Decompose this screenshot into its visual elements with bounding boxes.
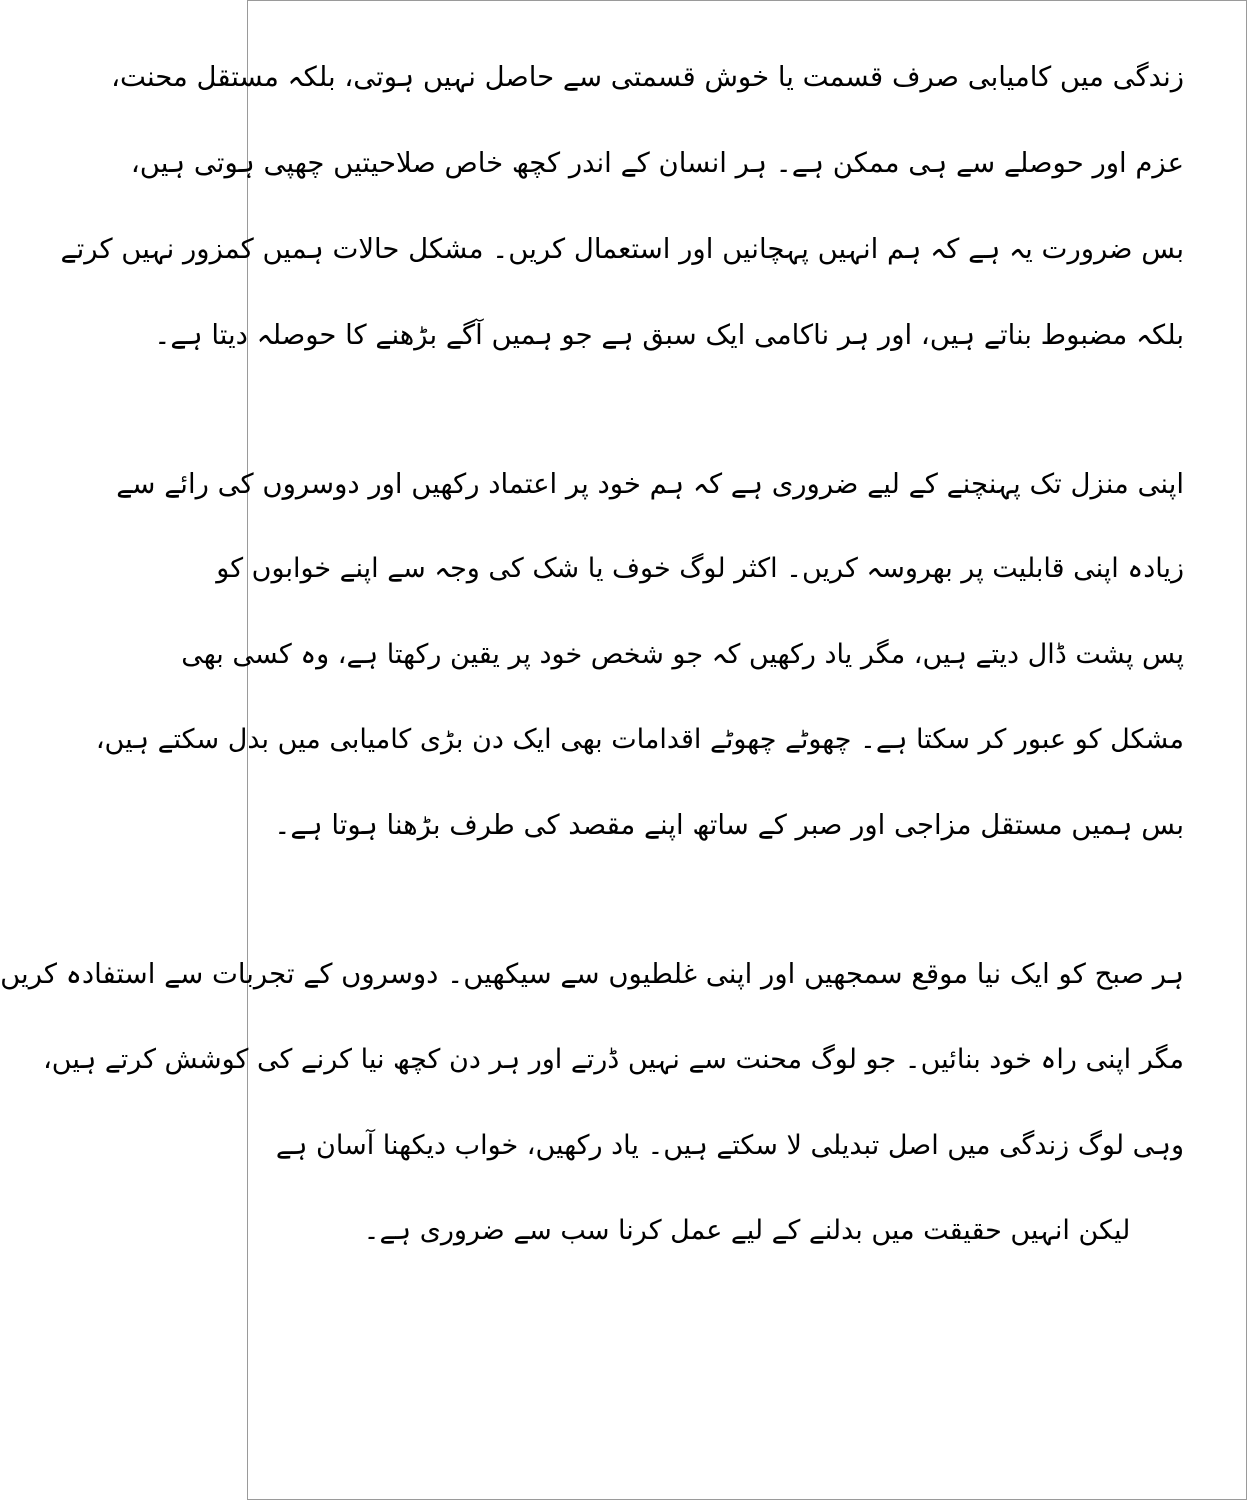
text-line: ہر صبح کو ایک نیا موقع سمجھیں اور اپنی غلطیوں سے سیکھیں۔ دوسروں کے تجربات سے استفادہ کریں [0, 958, 1184, 991]
text-line: مگر اپنی راہ خود بنائیں۔ جو لوگ محنت سے نہیں ڈرتے اور ہر دن کچھ نیا کرنے کی کوشش کرتے ہیں، [43, 1044, 1184, 1076]
text-line: عزم اور حوصلے سے ہی ممکن ہے۔ ہر انسان کے اندر کچھ خاص صلاحیتیں چھپی ہوتی ہیں، [130, 146, 1184, 179]
text-line: زندگی میں کامیابی صرف قسمت یا خوش قسمتی سے حاصل نہیں ہوتی، بلکہ مستقل محنت، [111, 61, 1184, 93]
text-line: زیادہ اپنی قابلیت پر بھروسہ کریں۔ اکثر لوگ خوف یا شک کی وجہ سے اپنے خوابوں کو [216, 553, 1184, 585]
text-line: وہی لوگ زندگی میں اصل تبدیلی لا سکتے ہیں۔ یاد رکھیں، خواب دیکھنا آسان ہے [275, 1129, 1184, 1161]
paragraph-2 [95, 467, 1184, 842]
paragraph-3 [0, 958, 1184, 1246]
document-body [0, 1, 1246, 1499]
text-line: بلکہ مضبوط بناتے ہیں، اور ہر ناکامی ایک سبق ہے جو ہمیں آگے بڑھنے کا حوصلہ دیتا ہے۔ [154, 318, 1184, 351]
text-line: اپنی منزل تک پہنچنے کے لیے ضروری ہے کہ ہم خود پر اعتماد رکھیں اور دوسروں کی رائے سے [116, 467, 1184, 500]
text-line: بس ہمیں مستقل مزاجی اور صبر کے ساتھ اپنے مقصد کی طرف بڑھنا ہوتا ہے۔ [274, 809, 1184, 842]
text-line: مشکل کو عبور کر سکتا ہے۔ چھوٹے چھوٹے اقدامات بھی ایک دن بڑی کامیابی میں بدل سکتے ہیں، [95, 724, 1184, 756]
text-line: پس پشت ڈال دیتے ہیں، مگر یاد رکھیں کہ جو شخص خود پر یقین رکھتا ہے، وہ کسی بھی [181, 638, 1184, 670]
text-line: لیکن انہیں حقیقت میں بدلنے کے لیے عمل کرنا سب سے ضروری ہے۔ [363, 1214, 1131, 1246]
text-line: بس ضرورت یہ ہے کہ ہم انہیں پہچانیں اور استعمال کریں۔ مشکل حالات ہمیں کمزور نہیں کرتے [60, 232, 1184, 265]
paragraph-1 [60, 61, 1184, 351]
